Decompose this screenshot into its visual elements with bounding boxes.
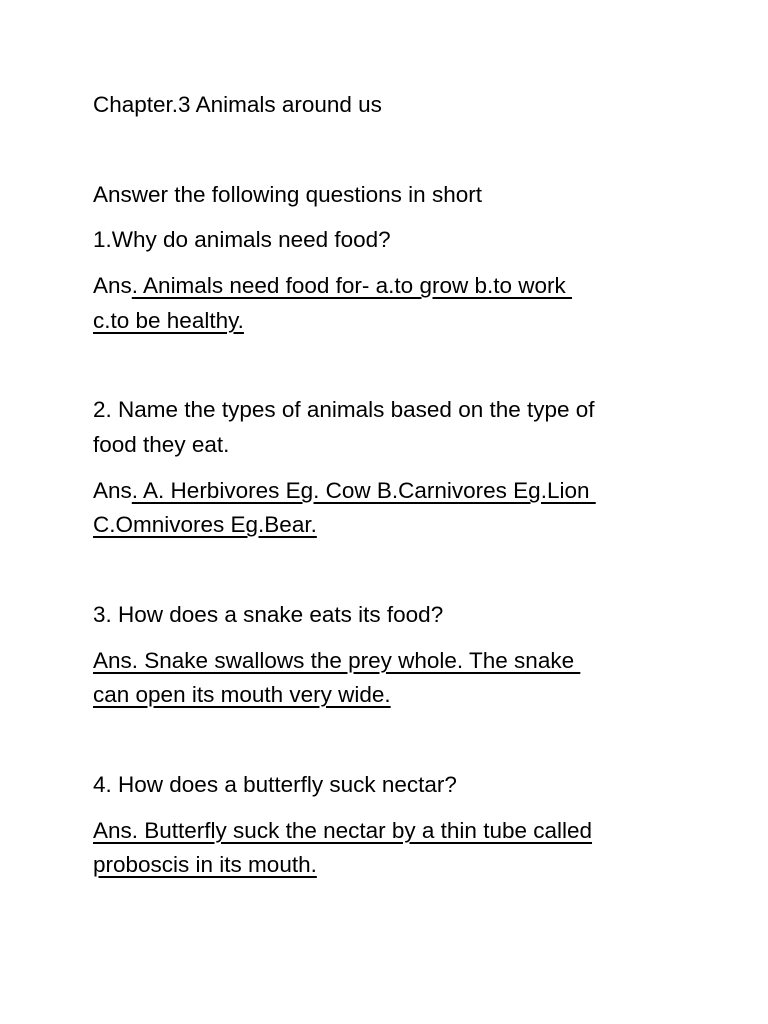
question-4: 4. How does a butterfly suck nectar? [93, 772, 457, 797]
answer-2-prefix: Ans [93, 478, 132, 503]
answer-1-text: . Animals need food for- a.to grow b.to work [131, 273, 573, 298]
answer-1-line-2: c.to be healthy. [93, 308, 244, 333]
answer-2-line-1 [93, 473, 596, 508]
answer-1-prefix: Ans [93, 273, 132, 298]
question-2-line-2: food they eat. [93, 432, 230, 457]
answer-4-line-2: proboscis in its mouth. [93, 852, 317, 877]
answer-3-line-1: Ans. Snake swallows the prey whole. The snake [93, 648, 581, 673]
section-heading: Answer the following questions in short [93, 182, 482, 207]
answer-1-line-1 [93, 268, 572, 303]
question-2-line-1: 2. Name the types of animals based on the type of [93, 397, 595, 422]
answer-2-line-2: C.Omnivores Eg.Bear. [93, 512, 317, 537]
chapter-title: Chapter.3 Animals around us [93, 92, 382, 117]
answer-3-line-2: can open its mouth very wide. [93, 682, 391, 707]
question-3: 3. How does a snake eats its food? [93, 602, 444, 627]
answer-2-text: . A. Herbivores Eg. Cow B.Carnivores Eg.Lion [131, 478, 596, 503]
answer-4-line-1: Ans. Butterfly suck the nectar by a thin tube called [93, 818, 593, 843]
question-1: 1.Why do animals need food? [93, 227, 391, 252]
